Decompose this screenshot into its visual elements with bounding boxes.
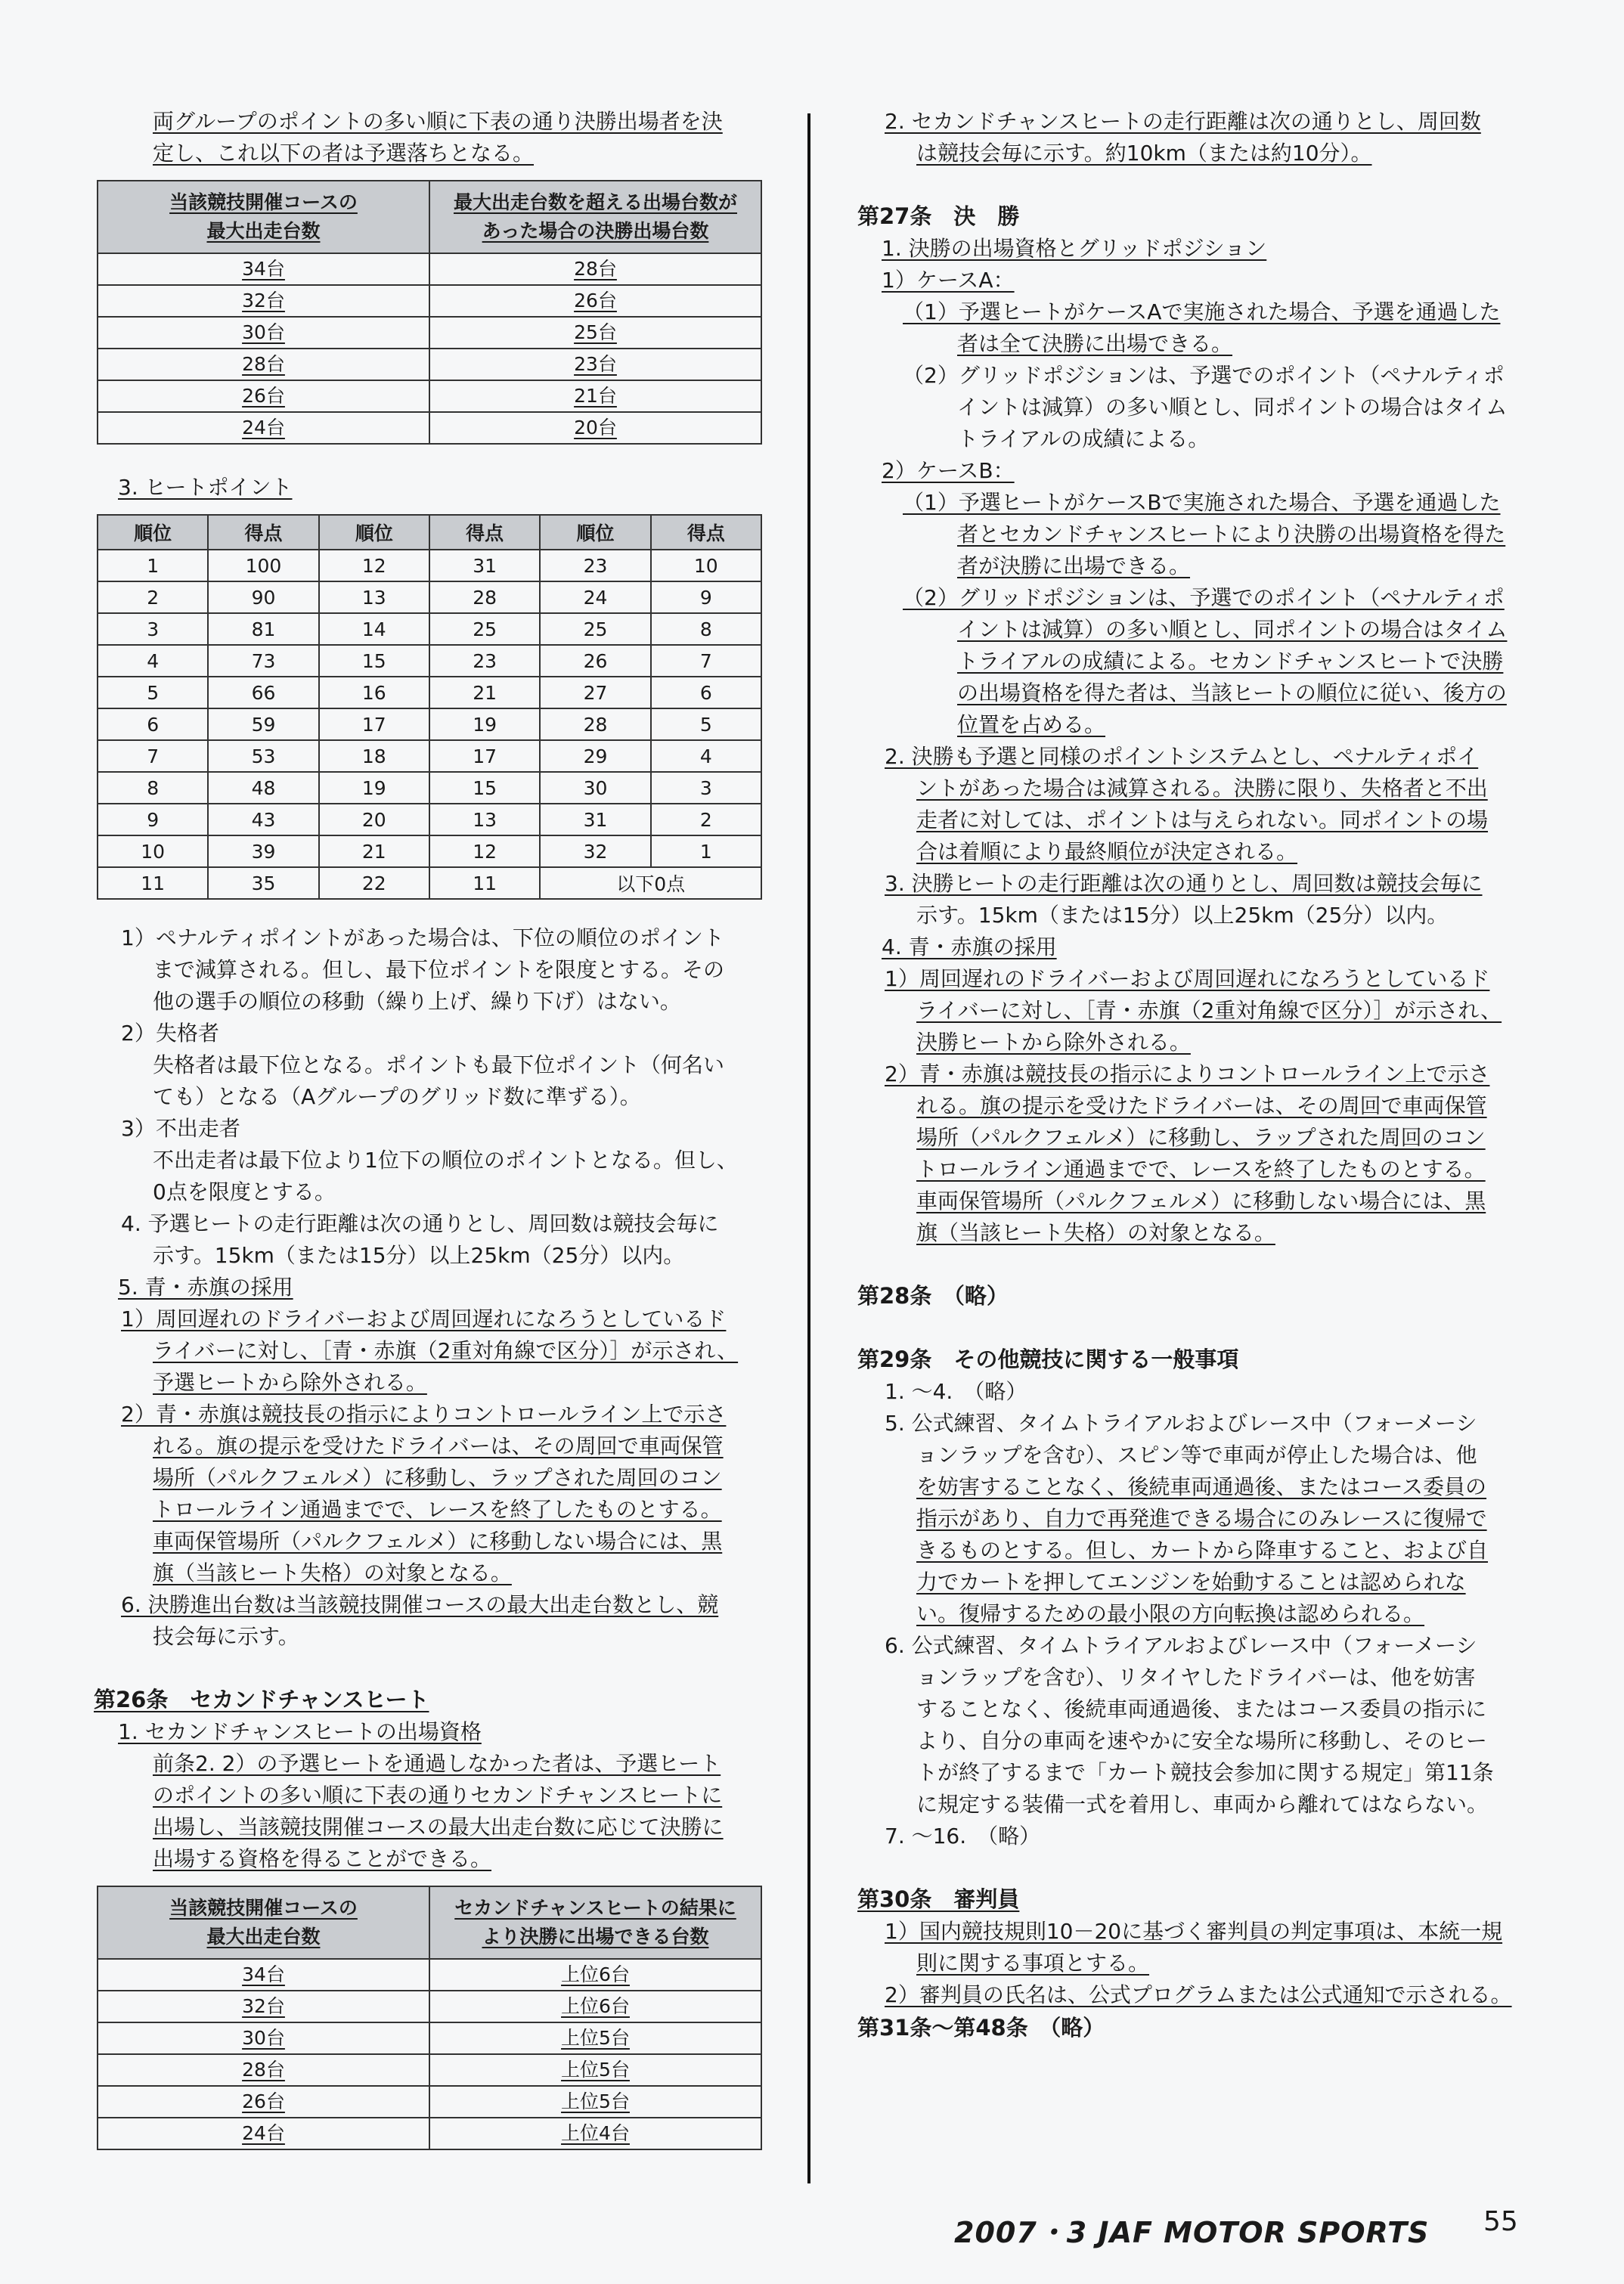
case-b-rule-1 [857, 487, 1524, 582]
note-disqualified: 2）失格者 [121, 1021, 219, 1046]
note-line: まで減算される。但し、最下位ポイントを限度とする。その [153, 957, 725, 982]
rule-line: 車両保管場所（パルクフェルメ）に移動しない場合には、黒 [916, 1188, 1486, 1213]
article-30-heading: 第30条 審判員 [857, 1886, 1020, 1912]
rule-line: 走者に対しては、ポイントは与えられない。同ポイントの場 [916, 807, 1489, 832]
rule-line: ョンラップを含む）、スピン等で車両が停止した場合は、他 [916, 1443, 1477, 1467]
table-row: 4 73 15 23 26 7 [98, 645, 761, 677]
rule-line: 示す。15km（または15分）以上25km（25分）以内。 [916, 903, 1449, 928]
rule-line: い。復帰するための最小限の方向転換は認められる。 [916, 1601, 1425, 1626]
rule-line: 合は着順により最終順位が決定される。 [916, 839, 1298, 864]
heat-point-table [97, 514, 762, 900]
table-header: 順位 [319, 515, 429, 550]
case-b-heading: 2）ケースB： [882, 458, 1015, 483]
rule-line: 車両保管場所（パルクフェルメ）に移動しない場合には、黒 [153, 1529, 723, 1554]
rule-line: トが終了するまで「カート競技会参加に関する規定」第11条 [916, 1760, 1494, 1785]
item-6: 6. 決勝進出台数は当該競技開催コースの最大出走台数とし、競 [121, 1592, 719, 1617]
magazine-footer: 2007・3 JAF MOTOR SPORTS [954, 2216, 1430, 2249]
rule-line: を妨害することなく、後続車両通過後、またはコース委員の [916, 1474, 1487, 1499]
intro-line-2: 定し、これ以下の者は予選落ちとなる。 [153, 141, 535, 166]
rule-line: れる。旗の提示を受けたドライバーは、その周回で車両保管 [153, 1433, 724, 1458]
final-point-rule [857, 741, 1524, 868]
rule-line: 場所（パルクフェルメ）に移動し、ラップされた周回のコン [153, 1465, 722, 1490]
table-row: 8 48 19 15 30 3 [98, 772, 761, 804]
rule-line: は競技会毎に示す。約10km（または約10分）。 [916, 141, 1372, 166]
rule-line: 2. セカンドチャンスヒートの走行距離は次の通りとし、周回数 [885, 109, 1481, 134]
rule-line: より、自分の車両を速やかに安全な場所に移動し、そのヒー [916, 1728, 1487, 1753]
case-a-rule-1 [857, 296, 1524, 360]
table-row: 32台 上位6台 [98, 1991, 761, 2022]
second-chance-table [97, 1886, 762, 2150]
right-column [857, 106, 1524, 2044]
article-29-item-5-amended [857, 1471, 1524, 1630]
intro-line-1: 両グループのポイントの多い順に下表の通り決勝出場者を決 [153, 109, 723, 134]
note-non-starter: 3）不出走者 [121, 1116, 240, 1141]
rule-line: 出場し、当該競技開催コースの最大出走台数に応じて決勝に [153, 1814, 724, 1839]
flag-rule-1 [94, 1303, 764, 1399]
article-26-subheading: 1. セカンドチャンスヒートの出場資格 [118, 1719, 482, 1744]
rule-line: 者が決勝に出場できる。 [957, 553, 1191, 578]
note-line: ても）となる（Aグループのグリッド数に準ずる）。 [153, 1084, 641, 1109]
table-row: 26台 上位5台 [98, 2086, 761, 2118]
article-30-item-1 [857, 1916, 1524, 1979]
rule-line: 技会毎に示す。 [153, 1624, 299, 1649]
table-row: 32台 26台 [98, 285, 761, 317]
table-header: 得点 [429, 515, 540, 550]
rule-line: イントは減算）の多い順とし、同ポイントの場合はタイム [957, 617, 1508, 642]
article-26-heading: 第26条 セカンドチャンスヒート [94, 1687, 429, 1712]
rule-line: の出場資格を得た者は、当該ヒートの順位に従い、後方の [957, 680, 1507, 705]
rule-line: ョンラップを含む）、リタイヤしたドライバーは、他を妨害 [916, 1665, 1476, 1690]
rule-line: 1）国内競技規則10－20に基づく審判員の判定事項は、本統一規 [885, 1919, 1503, 1944]
article-27-heading: 第27条 決 勝 [857, 203, 1020, 229]
table-row: 34台 上位6台 [98, 1959, 761, 1991]
rule-line: 位置を占める。 [957, 712, 1106, 737]
article-26-body [94, 1748, 764, 1875]
table-row: 28台 23台 [98, 349, 761, 380]
rule-line: れる。旗の提示を受けたドライバーは、その周回で車両保管 [916, 1093, 1487, 1118]
final-distance-rule: 3. 決勝ヒートの走行距離は次の通りとし、周回数は競技会毎に [885, 871, 1483, 896]
rule-line: ライバーに対し、［青・赤旗（2重対角線で区分）］が示され、 [916, 998, 1502, 1023]
note-line: 示す。15km（または15分）以上25km（25分）以内。 [153, 1243, 685, 1268]
table-row: 10 39 21 12 32 1 [98, 835, 761, 867]
table-header: 最大出走台数を超える出場台数が あった場合の決勝出場台数 [429, 181, 761, 253]
rule-line: 2）青・赤旗は競技長の指示によりコントロールライン上で示さ [885, 1061, 1490, 1086]
rule-line: きるものとする。但し、カートから降車すること、および自 [916, 1538, 1489, 1563]
case-b-rule-2 [857, 582, 1524, 741]
rule-line: 2. 決勝も予選と同様のポイントシステムとし、ペナルティポイ [885, 744, 1479, 769]
rule-line: トロールライン通過までで、レースを終了したものとする。 [916, 1157, 1486, 1182]
rule-line: のポイントの多い順に下表の通りセカンドチャンスヒートに [153, 1783, 723, 1808]
rule-line: 1）周回遅れのドライバーおよび周回遅れになろうとしているド [885, 966, 1490, 991]
rule-line: 力でカートを押してエンジンを始動することは認められな [916, 1570, 1466, 1594]
flag-heading: 5. 青・赤旗の採用 [118, 1275, 293, 1300]
note-line: 失格者は最下位となる。ポイントも最下位ポイント（何名い [153, 1052, 725, 1077]
final-entry-table [97, 180, 762, 445]
article-30-item-2: 2）審判員の氏名は、公式プログラムまたは公式通知で示される。 [885, 1982, 1512, 2007]
second-chance-distance [857, 106, 1524, 169]
table-row: 6 59 17 19 28 5 [98, 708, 761, 740]
case-a-rule-2: （2）グリッドポジションは、予選でのポイント（ペナルティポ [903, 363, 1505, 388]
rule-line: 1）周回遅れのドライバーおよび周回遅れになろうとしているド [121, 1306, 727, 1331]
table-header: 得点 [208, 515, 318, 550]
rule-line: 指示があり、自力で再発進できる場合にのみレースに復帰で [916, 1506, 1487, 1531]
table-row: 30台 25台 [98, 317, 761, 349]
table-header: セカンドチャンスヒートの結果に より決勝に出場できる台数 [429, 1886, 761, 1959]
table-row: 28台 上位5台 [98, 2054, 761, 2086]
article-28-heading: 第28条 （略） [857, 1283, 1009, 1309]
item-4-distance: 4. 予選ヒートの走行距離は次の通りとし、周回数は競技会毎に [121, 1211, 719, 1236]
rule-line: 2）青・赤旗は競技長の指示によりコントロールライン上で示さ [121, 1402, 727, 1427]
table-header: 順位 [98, 515, 208, 550]
table-row: 26台 21台 [98, 380, 761, 412]
rule-line: 予選ヒートから除外される。 [153, 1370, 427, 1395]
rule-line: 者とセカンドチャンスヒートにより決勝の出場資格を得た [957, 522, 1506, 547]
table-header: 当該競技開催コースの 最大出走台数 [98, 1886, 429, 1959]
table-row: 5 66 16 21 27 6 [98, 677, 761, 708]
rule-line: 則に関する事項とする。 [916, 1951, 1150, 1976]
rule-line: 旗（当該ヒート失格）の対象となる。 [916, 1220, 1275, 1245]
rule-line: （2）グリッドポジションは、予選でのポイント（ペナルティポ [903, 585, 1505, 610]
article-29-item-1: 1. ～4. （略） [885, 1379, 1027, 1404]
note-line: 不出走者は最下位より1位下の順位のポイントとなる。但し、 [153, 1148, 738, 1173]
rule-line: 前条2. 2）の予選ヒートを通過しなかった者は、予選ヒート [153, 1751, 721, 1776]
rule-line: ライバーに対し、［青・赤旗（2重対角線で区分）］が示され、 [153, 1338, 739, 1363]
final-flag-rule-2 [857, 1058, 1524, 1249]
rule-line: トロールライン通過までで、レースを終了したものとする。 [153, 1497, 722, 1522]
rule-line: 者は全て決勝に出場できる。 [957, 331, 1233, 356]
article-31-48-heading: 第31条～第48条 （略） [857, 2015, 1105, 2041]
article-29-item-5: 5. 公式練習、タイムトライアルおよびレース中（フォーメーシ [885, 1411, 1477, 1436]
article-29-item-6: 6. 公式練習、タイムトライアルおよびレース中（フォーメーシ [885, 1633, 1477, 1658]
table-row: 1 100 12 31 23 10 [98, 550, 761, 581]
column-divider [807, 113, 810, 2183]
rule-line: ントがあった場合は減算される。決勝に限り、失格者と不出 [916, 776, 1488, 801]
note-line: 他の選手の順位の移動（繰り上げ、繰り下げ）はない。 [153, 989, 681, 1014]
page-number: 55 [1483, 2206, 1518, 2237]
final-flag-rule-1 [857, 963, 1524, 1058]
table-row: 24台 20台 [98, 412, 761, 444]
table-row: 9 43 20 13 31 2 [98, 804, 761, 835]
rule-line: トライアルの成績による。 [957, 426, 1210, 451]
rule-line: 旗（当該ヒート失格）の対象となる。 [153, 1560, 512, 1585]
table-row: 11 35 22 11 以下0点 [98, 867, 761, 899]
table-row: 24台 上位4台 [98, 2118, 761, 2149]
case-a-heading: 1）ケースA： [882, 268, 1015, 293]
rule-line: することなく、後続車両通過後、またはコース委員の指示に [916, 1697, 1487, 1722]
table-row: 7 53 18 17 29 4 [98, 740, 761, 772]
table-row: 34台 28台 [98, 253, 761, 285]
table-header: 順位 [540, 515, 650, 550]
rule-line: トライアルの成績による。セカンドチャンスヒートで決勝 [957, 649, 1504, 674]
final-flag-heading: 4. 青・赤旗の採用 [882, 934, 1057, 959]
rule-line: 場所（パルクフェルメ）に移動し、ラップされた周回のコン [916, 1125, 1486, 1150]
rule-line: （1）予選ヒートがケースBで実施された場合、予選を通過した [903, 490, 1501, 515]
table-row: 2 90 13 28 24 9 [98, 581, 761, 613]
rule-line: イントは減算）の多い順とし、同ポイントの場合はタイム [957, 395, 1508, 420]
rule-line: に規定する装備一式を着用し、車両から離れてはならない。 [916, 1792, 1489, 1817]
flag-rule-2 [94, 1399, 764, 1589]
left-column [94, 106, 764, 2162]
note-penalty: 1）ペナルティポイントがあった場合は、下位の順位のポイント [121, 925, 724, 950]
rule-line: （1）予選ヒートがケースAで実施された場合、予選を通過した [903, 299, 1501, 324]
rule-line: 決勝ヒートから除外される。 [916, 1030, 1191, 1055]
note-line: 0点を限度とする。 [153, 1179, 336, 1204]
table-header: 得点 [651, 515, 761, 550]
rule-line: 出場する資格を得ることができる。 [153, 1846, 492, 1871]
table-row: 30台 上位5台 [98, 2022, 761, 2054]
heat-point-heading: 3. ヒートポイント [118, 475, 293, 500]
table-header: 当該競技開催コースの 最大出走台数 [98, 181, 429, 253]
article-29-item-7: 7. ～16. （略） [885, 1824, 1041, 1849]
table-row: 3 81 14 25 25 8 [98, 613, 761, 645]
article-29-heading: 第29条 その他競技に関する一般事項 [857, 1347, 1239, 1372]
article-27-subheading: 1. 決勝の出場資格とグリッドポジション [882, 236, 1267, 261]
